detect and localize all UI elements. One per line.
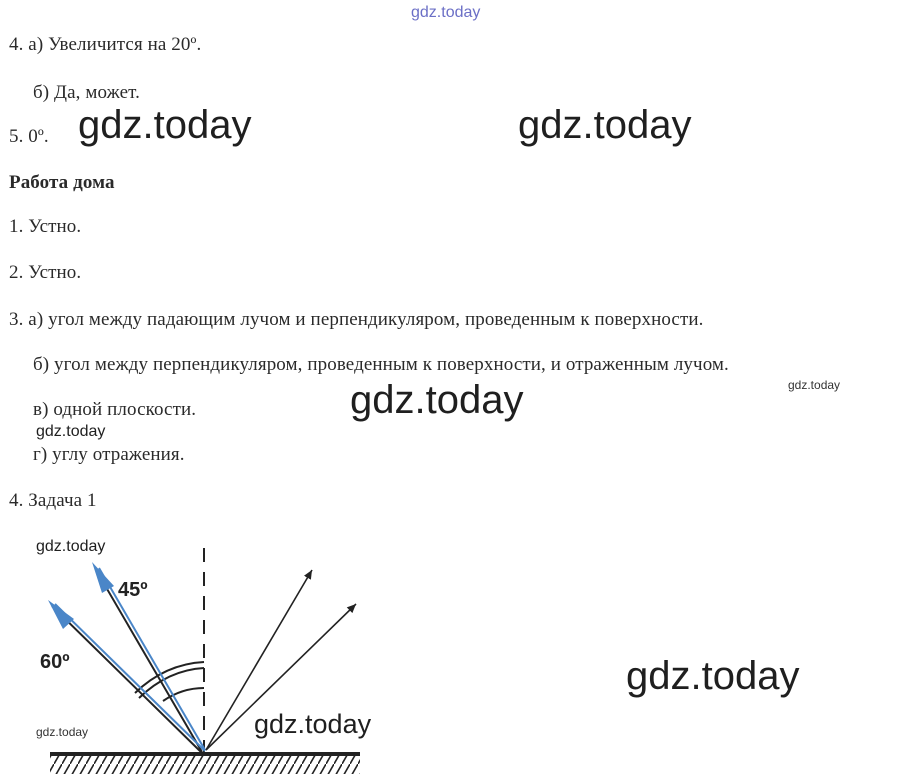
answer-4b: б) Да, может. <box>33 82 140 103</box>
home-item-4: 4. Задача 1 <box>9 490 97 511</box>
home-item-3c: в) одной плоскости. <box>33 399 197 420</box>
section-heading: Работа дома <box>9 172 115 193</box>
answer-4a: 4. а) Увеличится на 20º. <box>9 34 202 55</box>
answer-5: 5. 0º. <box>9 126 49 147</box>
watermark: gdz.today <box>254 709 372 739</box>
watermark: gdz.today <box>36 725 89 739</box>
home-item-1: 1. Устно. <box>9 216 82 237</box>
watermark: gdz.today <box>626 654 800 698</box>
surface-hatching <box>50 756 360 774</box>
watermark: gdz.today <box>36 538 106 555</box>
watermark: gdz.today <box>518 103 692 147</box>
angle-label-45: 45º <box>118 579 148 601</box>
watermark: gdz.today <box>36 423 106 440</box>
watermark-top: gdz.today <box>411 4 481 21</box>
watermark: gdz.today <box>788 378 841 392</box>
home-item-3a: 3. а) угол между падающим лучом и перпендикуляром, проведенным к поверхности. <box>9 309 704 330</box>
angle-label-60: 60º <box>40 651 70 673</box>
reflection-diagram <box>30 540 390 779</box>
home-item-3b: б) угол между перпендикуляром, проведенным к поверхности, и отраженным лучом. <box>33 354 729 375</box>
watermark: gdz.today <box>78 103 252 147</box>
home-item-2: 2. Устно. <box>9 262 82 283</box>
home-item-3d: г) углу отражения. <box>33 444 185 465</box>
watermark: gdz.today <box>350 378 524 422</box>
